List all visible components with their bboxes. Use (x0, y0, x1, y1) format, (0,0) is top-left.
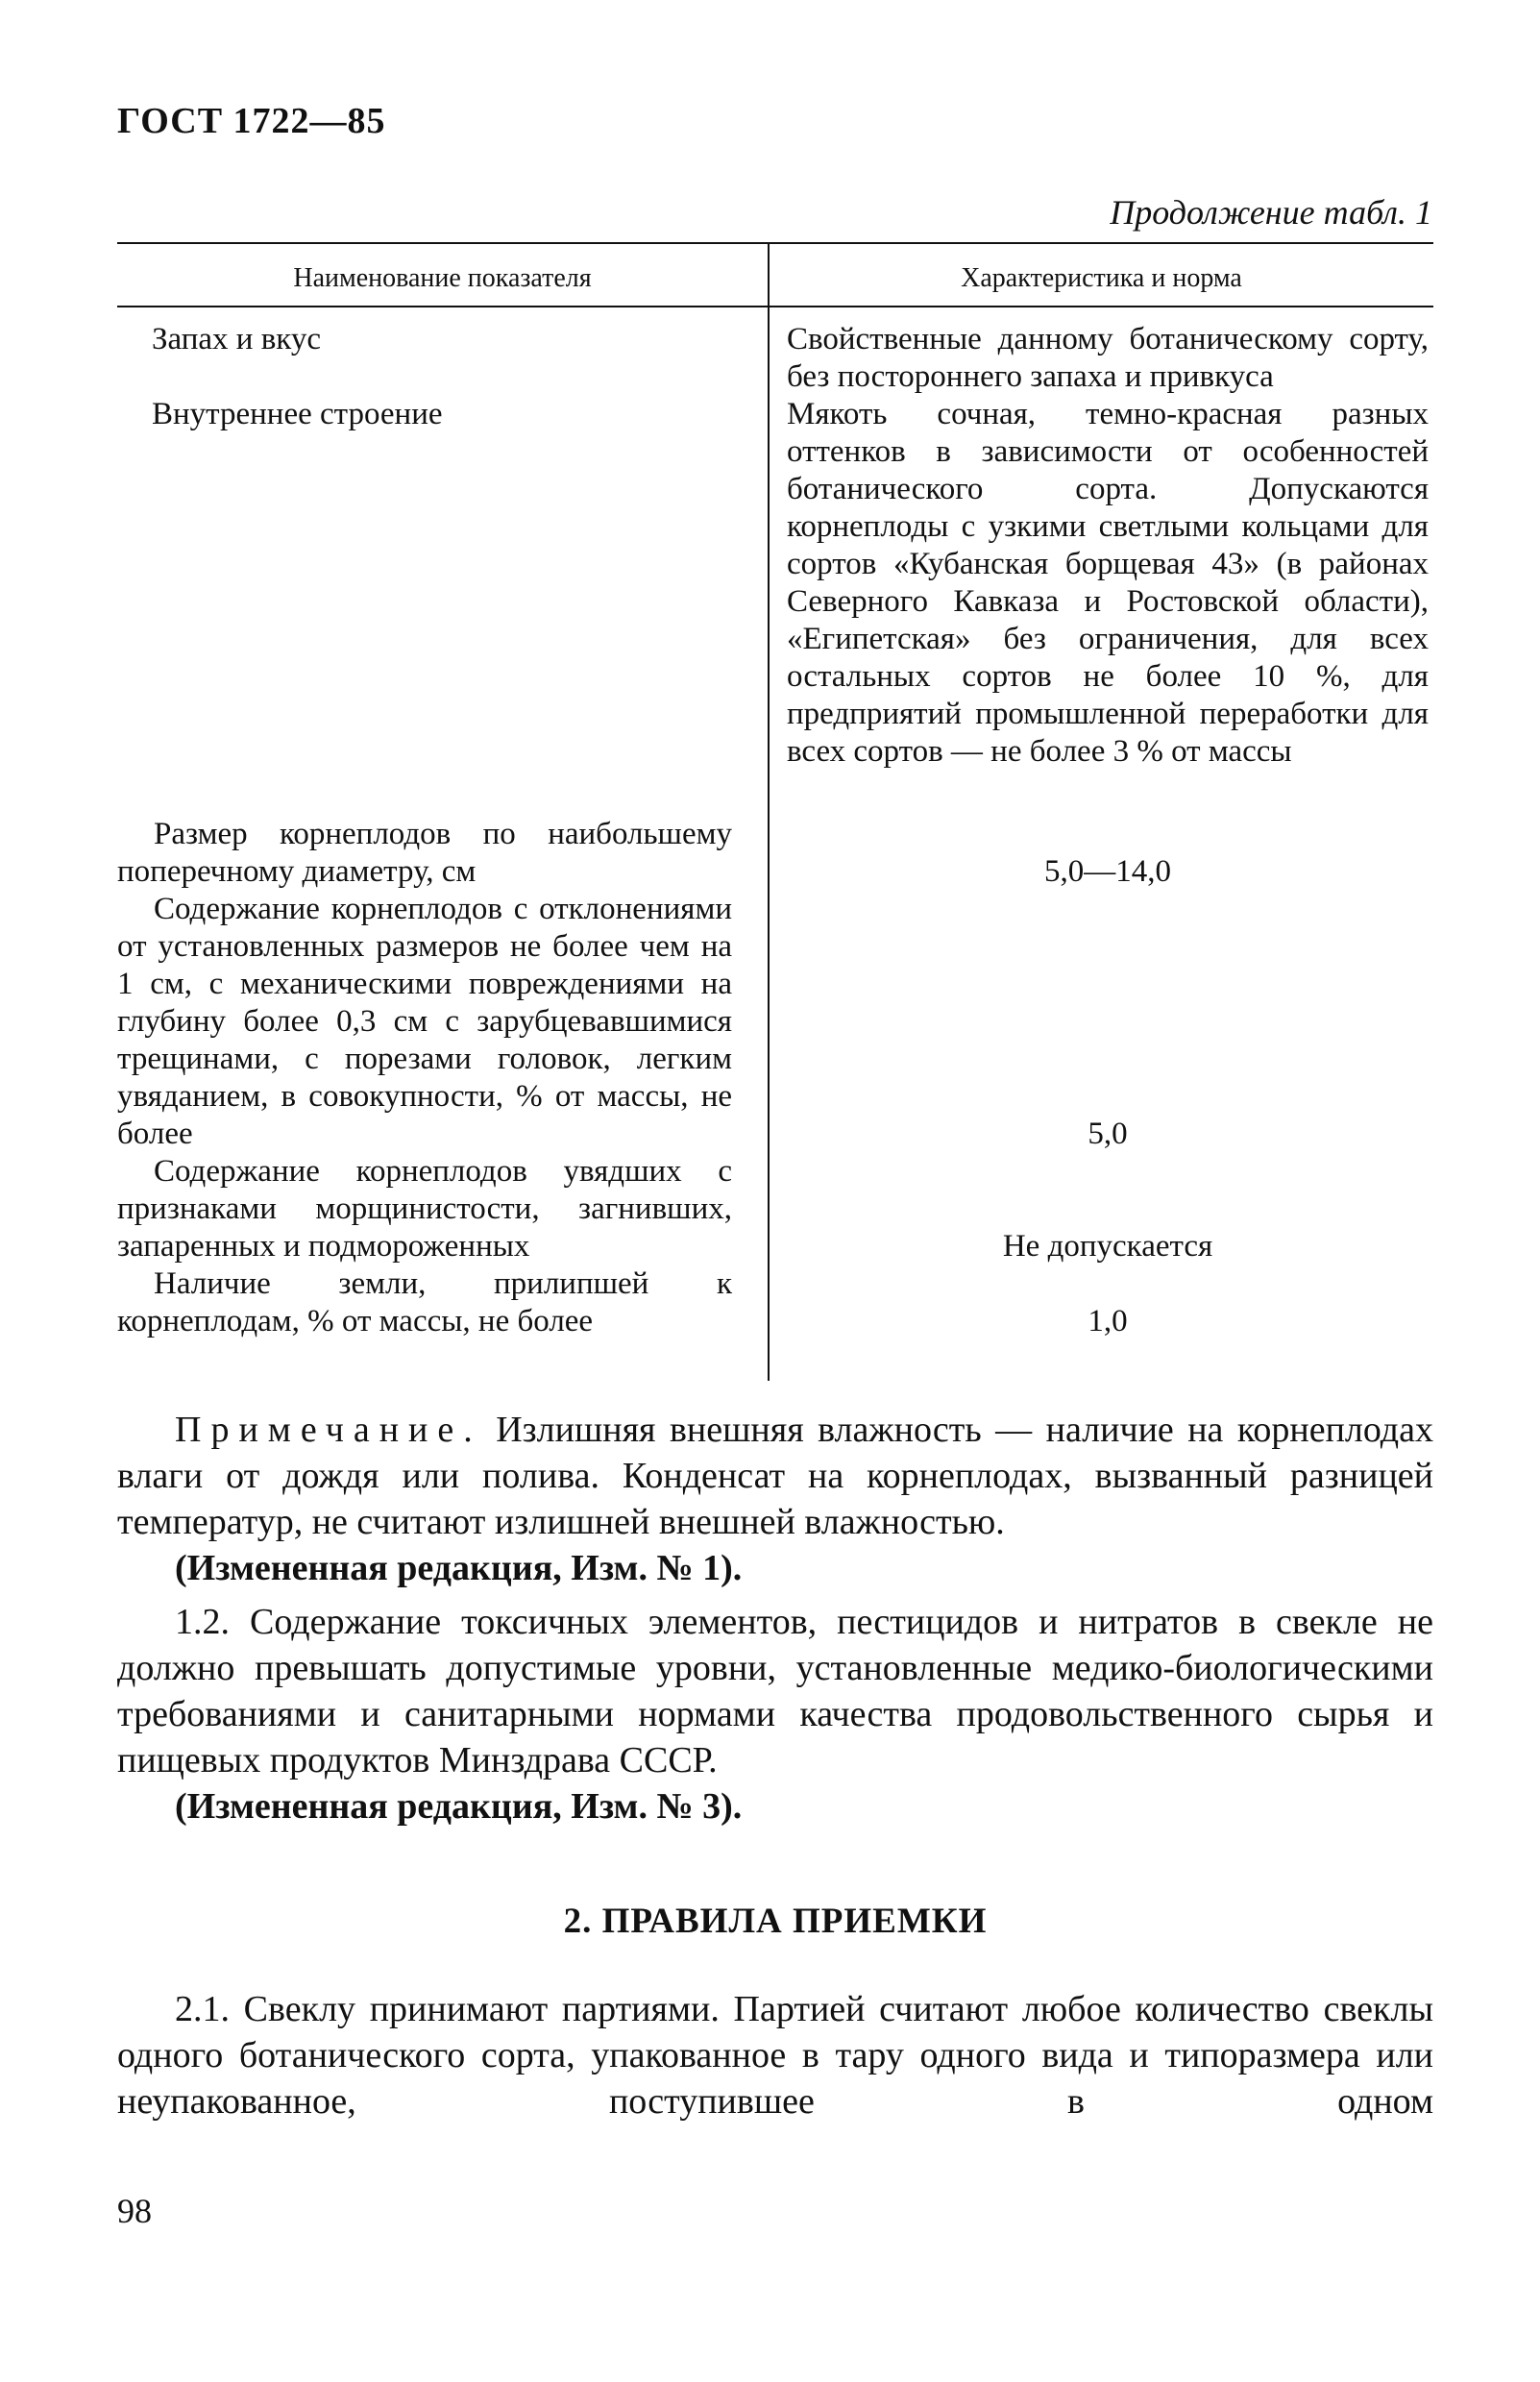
table-header-rule (117, 306, 1433, 307)
row-name: Наличие земли, прилипшей к корнеплодам, % от массы, не более (117, 1266, 732, 1338)
note-text: Излишняя внешняя влажность — наличие на корнеплодах влаги от дождя или полива. Конденсат на корнеплодах, вызванный разницей температур, не считают излишней внешней влажностью. (117, 1410, 1434, 1542)
row-name: Запах и вкус (152, 322, 322, 356)
row-name: Внутреннее строение (152, 397, 443, 431)
note-block (117, 1407, 1433, 1591)
table-top-rule (117, 242, 1433, 244)
column-header-indicator: Наименование показателя (293, 263, 592, 293)
note-amendment: (Измененная редакция, Изм. № 1). (175, 1548, 743, 1588)
row-name: Размер корнеплодов по наибольшему поперечному диаметру, см (117, 817, 732, 889)
row-value: 5,0—14,0 (1044, 854, 1171, 889)
clause-2-1 (117, 1986, 1433, 2124)
clause-1-2-amendment: (Измененная редакция, Изм. № 3). (175, 1786, 743, 1827)
table-column-divider (768, 242, 770, 1381)
clause-2-1-text: 2.1. Свеклу принимают партиями. Партией считают любое количество свеклы одного ботанического сорта, упакованное в тару одного вида и типоразмера или неупакованное, поступившее в одном (117, 1989, 1433, 2122)
indicator-table (117, 242, 1433, 1381)
row-value: Не допускается (1002, 1229, 1213, 1264)
note-label: Примечание. (175, 1410, 482, 1450)
row-value: Свойственные данному ботаническому сорту, без постороннего запаха и привкуса (787, 322, 1429, 394)
row-name: Содержание корнеплодов с отклонениями от установленных размеров не более чем на 1 см, с механическими повреждениями на глубину более 0,3 см с зарубцевавшимися трещинами, с порезами головок, легким увяданием, в совокупности, % от массы, не более (117, 892, 732, 1151)
row-value: Мякоть сочная, темно-красная разных оттенков в зависимости от особенностей ботанического сорта. Допускаются корнеплоды с узкими светлыми кольцами для сортов «Кубанская борщевая 43» (в районах Северного Кавказа и Ростовской области), «Египетская» без ограничения, для всех остальных сортов не более 10 %, для предприятий промышленной переработки для всех сортов — не более 3 % от массы (787, 397, 1429, 769)
document-code: ГОСТ 1722—85 (117, 101, 386, 141)
row-value: 5,0 (1088, 1117, 1128, 1151)
column-header-norm: Характеристика и норма (961, 263, 1242, 293)
table-continuation-label: Продолжение табл. 1 (1110, 193, 1432, 232)
row-value: 1,0 (1088, 1304, 1128, 1338)
clause-1-2 (117, 1599, 1433, 1829)
section-title: 2. ПРАВИЛА ПРИЕМКИ (563, 1902, 988, 1941)
page-number: 98 (117, 2192, 152, 2230)
row-name: Содержание корнеплодов увядших с признаками морщинистости, загнивших, запаренных и подмороженных (117, 1154, 732, 1264)
clause-1-2-text: 1.2. Содержание токсичных элементов, пестицидов и нитратов в свекле не должно превышать допустимые уровни, установленные медико-биологическими требованиями и санитарными нормами качества продовольственного сырья и пищевых продуктов Минздрава СССР. (117, 1602, 1433, 1780)
